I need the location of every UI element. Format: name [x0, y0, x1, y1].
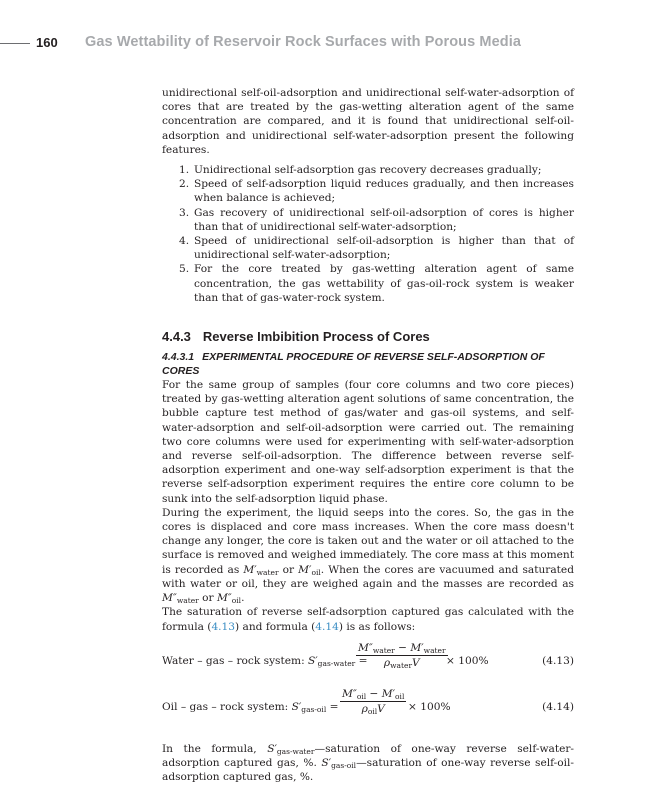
list-number: 2. [179, 178, 190, 191]
section-heading [162, 329, 574, 344]
list-item [162, 234, 574, 262]
features-list [162, 163, 574, 305]
text-column [162, 86, 574, 784]
equation-link[interactable]: 4.14 [315, 620, 339, 633]
formula-intro-paragraph: The saturation of reverse self-adsorption captured gas calculated with the formula (4.13) and formula (4.14) is as follows: [162, 606, 574, 633]
list-item [162, 206, 574, 234]
list-text: For the core treated by gas-wetting alteration agent of same concentration, the gas wettability of gas-oil-rock system is weaker than that of gas-water-rock system. [194, 263, 574, 304]
equation-fraction: $M''_{water} - M'_{water}$ $\rho_{water}V$ [358, 641, 446, 670]
header-rule [0, 43, 30, 44]
equation-factor: × 100% [446, 654, 489, 667]
equation-lhs: Water – gas – rock system: $S'_{gas-water}$ = [162, 654, 368, 668]
list-item [162, 163, 574, 177]
definitions-paragraph: In the formula, $S'_{gas-water}—saturation$ of one-way reverse self-water-adsorption captured gas, %. $S'_{gas-oil}—saturation$ of one-way reverse self-oil-adsorption captured gas, %. [162, 742, 574, 784]
subsection-number: 4.4.3.1 [162, 351, 195, 364]
section-title: Reverse Imbibition Process of Cores [202, 329, 430, 345]
equation-number: (4.13) [542, 654, 574, 667]
list-number: 3. [179, 206, 190, 219]
equation-4-14 [162, 688, 574, 726]
intro-paragraph: unidirectional self-oil-adsorption and unidirectional self-water-adsorption of cores that are treated by the gas-wetting alteration agent of the same concentration are compared, and it is found that unidirectional self-oil-adsorption and unidirectional self-water-adsorption present the following features. [162, 87, 574, 156]
equation-4-13 [162, 642, 574, 680]
procedure-paragraph: For the same group of samples (four core columns and two core pieces) treated by gas-wetting alteration agent solutions of same concentration, the bubble capture test method of gas/water and gas-oil systems, and self-water-adsorption and self-oil-adsorption were carried out. The remaining two core columns were used for experimenting with self-water-adsorption and reverse self-oil-adsorption. The difference between reverse self-adsorption experiment and one-way self-adsorption experiment is that the reverse self-adsorption experiment requires the entire core column to be sunk into the self-adsorption liquid phase. [162, 379, 574, 505]
list-item [162, 177, 574, 205]
subsection-heading [162, 350, 574, 378]
list-text: Unidirectional self-adsorption gas recovery decreases gradually; [194, 164, 542, 177]
equation-factor: × 100% [408, 700, 451, 713]
subsection-title: EXPERIMENTAL PROCEDURE OF REVERSE SELF-ADSORPTION OF CORES [162, 351, 545, 378]
page-number: 160 [36, 35, 58, 50]
experiment-paragraph: During the experiment, the liquid seeps into the cores. So, the gas in the cores is displaced and core mass increases. When the core mass doesn't change any longer, the core is taken out and the water or oil attached to the surface is removed and weighed immediately. The core mass at this moment is recorded as $M'_{water}$ or $M'_{oil}$. When the cores are vacuumed and saturated with water or oil, they are weighed again and the masses are recorded as $M''_{water}$ or $M''_{oil}$. [162, 506, 574, 606]
list-number: 1. [179, 164, 190, 177]
equation-lhs: Oil – gas – rock system: $S'_{gas-oil}$ = [162, 700, 339, 714]
list-text: Speed of unidirectional self-oil-adsorption is higher than that of unidirectional self-water-adsorption; [194, 235, 574, 262]
list-text: Gas recovery of unidirectional self-oil-adsorption of cores is higher than that of unidirectional self-water-adsorption; [194, 206, 574, 233]
equation-fraction: $M''_{oil} - M'_{oil}$ $\rho_{oil}V$ [342, 687, 405, 716]
list-text: Speed of self-adsorption liquid reduces gradually, and then increases when balance is achieved; [194, 178, 574, 205]
equation-number: (4.14) [542, 700, 574, 713]
equation-link[interactable]: 4.13 [211, 620, 236, 633]
section-number: 4.4.3 [162, 329, 191, 345]
running-title: Gas Wettability of Reservoir Rock Surfaces with Porous Media [85, 34, 522, 50]
list-number: 5. [179, 263, 190, 276]
list-number: 4. [179, 235, 190, 248]
list-item [162, 262, 574, 305]
